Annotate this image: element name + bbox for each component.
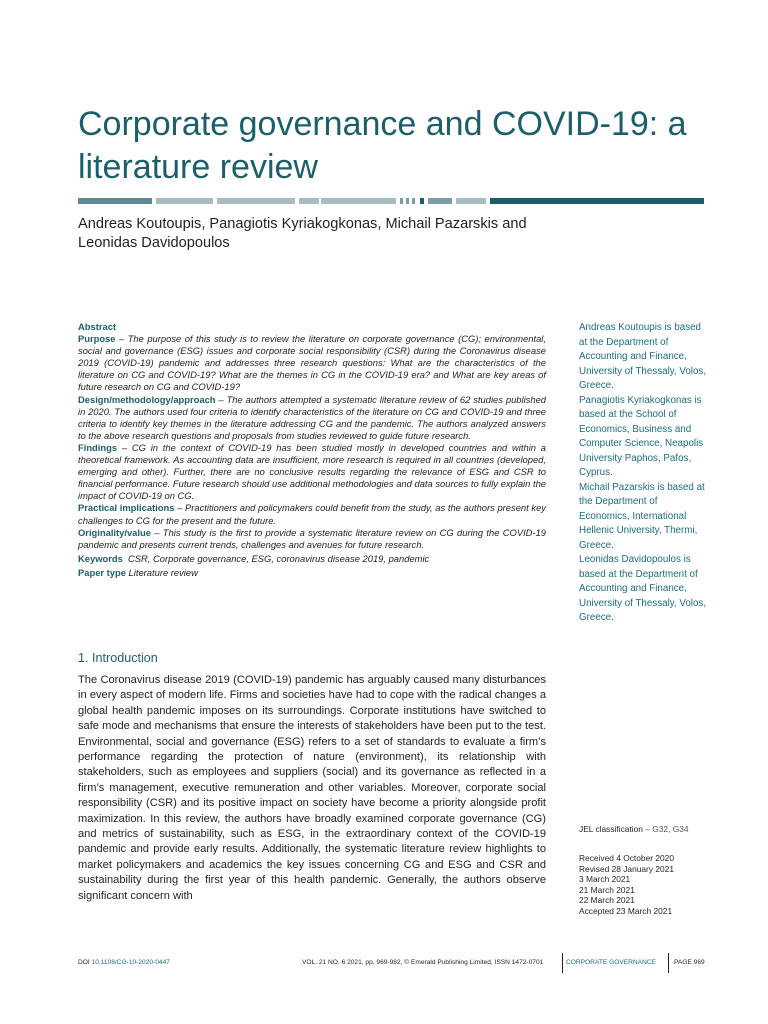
abstract-originality: Originality/value – This study is the first to provide a systematic literature review on CG during the COVID-19 pandemic and presents current trends, challenges and avenues for future research.: [78, 526, 546, 550]
history-item: 3 March 2021: [579, 874, 631, 885]
doi: DOI 10.1108/CG-10-2020-0447: [78, 959, 170, 966]
footer-separator: [562, 953, 563, 973]
affiliation-item: Michail Pazarskis is based at the Department of Economics, International Hellenic University, Thermi, Greece.: [579, 481, 705, 551]
paper-type: Paper type Literature review: [78, 566, 198, 578]
history-item: Revised 28 January 2021: [579, 863, 674, 874]
history-item: Accepted 23 March 2021: [579, 905, 673, 916]
article-history: [579, 853, 674, 917]
author-list: Andreas Koutoupis, Panagiotis Kyriakogkonas, Michail Pazarskis and Leonidas Davidopoulos: [78, 216, 527, 251]
abstract: [78, 321, 546, 579]
keywords: Keywords CSR, Corporate governance, ESG, coronavirus disease 2019, pandemic: [78, 552, 430, 564]
volume-info: VOL. 21 NO. 6 2021, pp. 969-982, © Emerald Publishing Limited, ISSN 1472-0701: [302, 959, 544, 966]
jel-classification: [579, 824, 689, 834]
affiliation-item: Andreas Koutoupis is based at the Department of Accounting and Finance, University of Thessaly, Volos, Greece.: [579, 322, 707, 391]
page-footer: [78, 957, 708, 971]
introduction-text: The Coronavirus disease 2019 (COVID-19) pandemic has arguably caused many disturbances in every aspect of modern life. Firms and societies have had to cope with the radical changes a global health pandemic imposes on its surroundings. Corporate institutions have switched to safe mode and mechanisms that ensure the interests of stakeholders have been put to the test. Environmental, social and governance (ESG) refers to a set of standards to evaluate a firm’s performance regarding the protection of nature (environment), its relationship with stakeholders, such as employees and suppliers (social) and its governance as reflected in a firm’s management, executive remuneration and other variables. Moreover, corporate social responsibility (CSR) and its positive impact on society have become a priority alongside profit maximization. In this review, the authors have broadly examined corporate governance (CG) and metrics of sustainability, such as ESG, in the extraordinary context of the COVID-19 pandemic and provide early results. Additionally, the systematic literature review highlights to market policymakers and academics the key issues concerning CG and ESG and CSR and sustainability during the first year of this health pandemic. Generally, the authors observe significant concern with: [78, 674, 546, 902]
title-divider: [78, 198, 704, 204]
abstract-heading: Abstract: [78, 321, 117, 332]
abstract-design: Design/methodology/approach – The authors attempted a systematic literature review of 62 studies published in 2020. The authors used four criteria to identify characteristics of the literature on CG and COVID-19 and three criteria to identify key themes in the literature addressing CG and the pandemic. The authors analyzed answers to the above research questions and proposals from studies reviewed to guide future research.: [78, 393, 546, 441]
journal-name: CORPORATE GOVERNANCE: [566, 959, 657, 966]
abstract-practical: Practical implications – Practitioners and policymakers could benefit from the study, as the authors present key challenges to CG for the present and the future.: [78, 502, 546, 526]
jel-label: JEL classification: [579, 824, 643, 834]
history-item: 22 March 2021: [579, 895, 635, 906]
history-item: Received 4 October 2020: [579, 853, 674, 863]
author-affiliations: [579, 321, 709, 626]
page-number: PAGE 969: [674, 959, 705, 966]
jel-codes: – G32, G34: [642, 824, 689, 834]
doi-link[interactable]: 10.1108/CG-10-2020-0447: [91, 959, 170, 966]
paper-title: Corporate governance and COVID-19: a literature review: [78, 105, 687, 186]
affiliation-item: Panagiotis Kyriakogkonas is based at the School of Economics, Business and Computer Science, Neapolis University Paphos, Pafos, Cyprus.: [579, 394, 704, 478]
abstract-findings: Findings – CG in the context of COVID-19 has been studied mostly in developed countries and within a theoretical framework. As accounting data are insufficient, more research is required in all countries (developed, emerging and other). Further, there are no conclusive results regarding the relevance of ESG and CSR to financial performance. Future research should use additional methodologies and data sources to fully explain the impact of COVID-19 on CG.: [78, 441, 546, 502]
abstract-purpose: Purpose – The purpose of this study is to review the literature on corporate governance (CG); environmental, social and governance (ESG) issues and corporate social responsibility (CSR) during the Coronavirus disease 2019 (COVID-19) pandemic and addresses three research questions: What are the characteristics of the literature on CG and COVID-19? What are the themes in CG in the COVID-19 era? and What are key areas of future research on CG and COVID-19?: [78, 333, 546, 393]
affiliation-item: Leonidas Davidopoulos is based at the Department of Accounting and Finance, University of Thessaly, Volos, Greece.: [579, 554, 707, 623]
history-item: 21 March 2021: [579, 884, 635, 895]
section-heading-introduction: 1. Introduction: [78, 651, 158, 665]
footer-separator: [668, 953, 669, 973]
